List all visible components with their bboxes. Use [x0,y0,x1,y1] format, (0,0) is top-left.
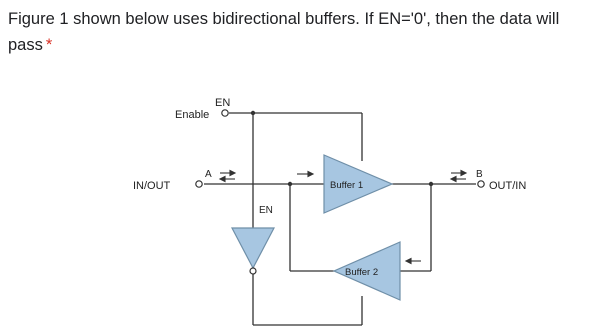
port-a-label: A [205,169,212,180]
enable-terminal [222,110,228,116]
inverter-bubble [250,268,256,274]
question-text: Figure 1 shown below uses bidirectional buffers. If EN='0', then the data will pass [8,10,560,54]
enable-top-label: EN [215,97,231,109]
buffer-1-label: Buffer 1 [330,180,364,191]
circuit-wires [204,113,476,325]
in-out-terminal [196,181,202,187]
buffer-2-label: Buffer 2 [345,267,379,278]
port-b-label: B [476,169,483,180]
out-in-terminal [478,181,484,187]
out-in-label: OUT/IN [489,180,527,192]
in-out-label: IN/OUT [133,180,171,192]
enable-label: Enable [175,109,210,121]
required-asterisk: * [45,36,53,54]
en-inverter-label: EN [259,205,273,216]
enable-inverter-triangle [232,228,274,268]
